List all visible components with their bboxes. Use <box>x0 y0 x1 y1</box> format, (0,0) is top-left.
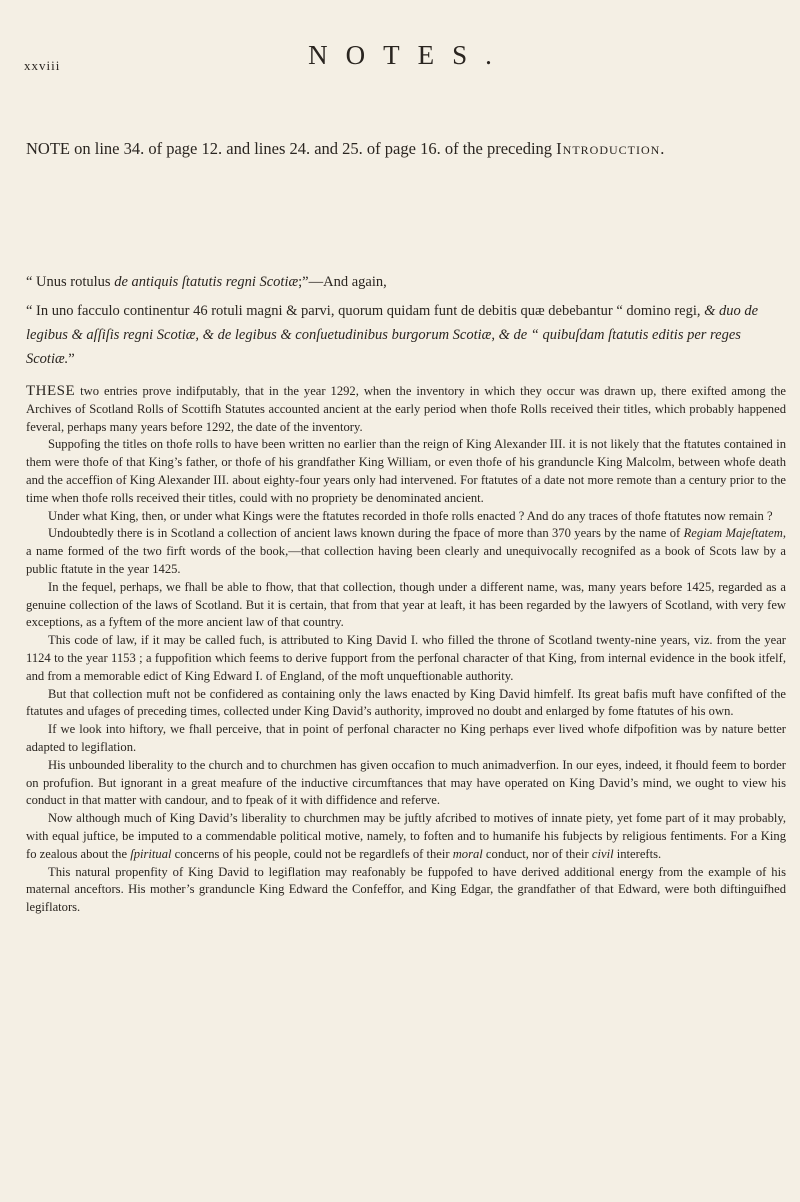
paragraph-4 <box>26 525 786 578</box>
quote-second <box>26 299 786 371</box>
paragraph-11: This natural propenfity of King David to legiflation may reafonably be fuppofed to have derived additional energy from the example of his maternal anceftors. His mother’s granduncle King Edward the Confeffor, and King Edgar, the grandfather of that Edward, were both diftinguifhed legiflators. <box>26 864 786 915</box>
quote-second-roman: “ In uno facculo continentur 46 rotuli magni & parvi, quorum quidam funt de debitis quæ debebantur “ domino regi, <box>26 303 705 319</box>
paragraph-1-lead: THESE <box>26 383 76 399</box>
paragraph-5: In the fequel, perhaps, we fhall be able to fhow, that that collection, though under a different name, was, many years before 1425, regarded as a genuine collection of the laws of Scotland. But it is certain, that from that year at leaft, it has been regarded by the lawyers of Scotland, with very few exceptions, as a fyftem of the more ancient law of that country. <box>26 579 786 630</box>
paragraph-9: His unbounded liberality to the church and to churchmen has given occafion to much animadverfion. In our eyes, indeed, it fhould feem to border on profufion. But ignorant in a great meafure of the inductive circumftances that may have operated on King David’s mind, we ought to view his conduct in that matter with candour, and to fpeak of it with diffidence and referve. <box>26 757 786 808</box>
paragraph-7: But that collection muft not be confidered as containing only the laws enacted by King David himfelf. Its great bafis muft have confifted of the ftatutes and ufages of preceding times, collected under King David’s authority, improved no doubt and enlarged by fome ftatutes of his own. <box>26 686 786 719</box>
paragraph-10-italic-moral: moral <box>452 846 483 861</box>
paragraph-6: This code of law, if it may be called fuch, is attributed to King David I. who filled the throne of Scotland twenty-nine years, viz. from the year 1124 to the year 1153 ; a fuppofition which feems to derive fupport from the perfonal character of that King, from internal evidence in the book itfelf, and from a memorable edict of King Edward I. of England, of the moft unqueftionable authority. <box>26 633 786 683</box>
paragraph-10-text-d: interefts. <box>613 846 662 861</box>
paragraph-1-text: two entries prove indifputably, that in the year 1292, when the inventory in which they occur was drawn up, there exifted among the Archives of Scotland Rolls of Scottifh Statutes accounted ancient at the early period when thofe Rolls received their titles, which probably happened feveral, perhaps many years before 1292, the date of the inventory. <box>26 384 786 434</box>
quote-second-close: ” <box>68 351 75 367</box>
paragraph-10-text-a: Now although much of King David’s liberality to churchmen may be juftly afcribed to motives of innate piety, yet fome part of it may probably, with equal juftice, be imputed to a commendable political motive, namely, to foften and to humanife his fubjects by religious fentiments. For a King fo zealous about the <box>26 811 786 861</box>
quote-second-italic: & duo de legibus & aſſiſis regni Scotiæ, & de legibus & conſuetudinibus burgorum Scotiæ, & de “ quibuſdam ſtatutis editis per reges Scotiæ. <box>26 303 759 367</box>
paragraph-10-italic-civil: civil <box>591 846 614 861</box>
paragraph-4-italic: Regiam Majeſtatem <box>683 526 783 541</box>
page-folio: xxviii <box>24 58 61 73</box>
quote-first <box>26 270 786 294</box>
quote-first-open: “ Unus rotulus <box>26 274 115 290</box>
paragraph-8: If we look into hiftory, we fhall perceive, that in point of perfonal character no King perhaps ever lived whofe difpofition was by nature better adapted to legiflation. <box>26 722 786 754</box>
paragraph-4-text-b: , a name formed of the two firft words of the book,—that collection having been clearly and unequivocally recognifed as a book of Scots law by a public ftatute in the year 1425. <box>26 526 786 576</box>
paragraph-4-text-a: Undoubtedly there is in Scotland a collection of ancient laws known during the fpace of more than 370 years by the name of <box>48 526 684 541</box>
note-heading-text: NOTE on line 34. of page 12. and lines 24. and 25. of page 16. of the preceding <box>26 139 557 158</box>
quote-first-italic: de antiquis ſtatutis regni Scotiæ <box>114 274 299 290</box>
note-heading <box>26 139 786 159</box>
paragraph-10-text-b: concerns of his people, could not be regardlefs of their <box>171 846 453 861</box>
paragraph-2: Suppofing the titles on thofe rolls to have been written no earlier than the reign of King Alexander III. it is not likely that the ftatutes contained in them were thofe of that King’s father, or thofe of his grandfather King William, or even thofe of his granduncle King Malcolm, between whofe death and the acceffion of King Alexander III. about eighty-four years only had intervened. For ftatutes of a date not more remote than a century prior to the time when thofe rolls received their titles, could with no propriety be denominated ancient. <box>26 437 786 505</box>
paragraph-3: Under what King, then, or under what Kings were the ftatutes recorded in thofe rolls enacted ? And do any traces of thofe ftatutes now remain ? <box>48 508 773 523</box>
paragraph-10-text-c: conduct, nor of their <box>482 846 592 861</box>
quote-first-close: ;”—And again, <box>298 274 387 290</box>
running-title: NOTES. <box>308 40 510 70</box>
paragraph-10 <box>26 810 786 863</box>
paragraph-1 <box>26 383 786 436</box>
paragraph-10-italic-spiritual: ſpiritual <box>130 846 172 861</box>
note-heading-smallcaps: Introduction. <box>556 139 666 158</box>
commentary-body <box>26 383 786 917</box>
